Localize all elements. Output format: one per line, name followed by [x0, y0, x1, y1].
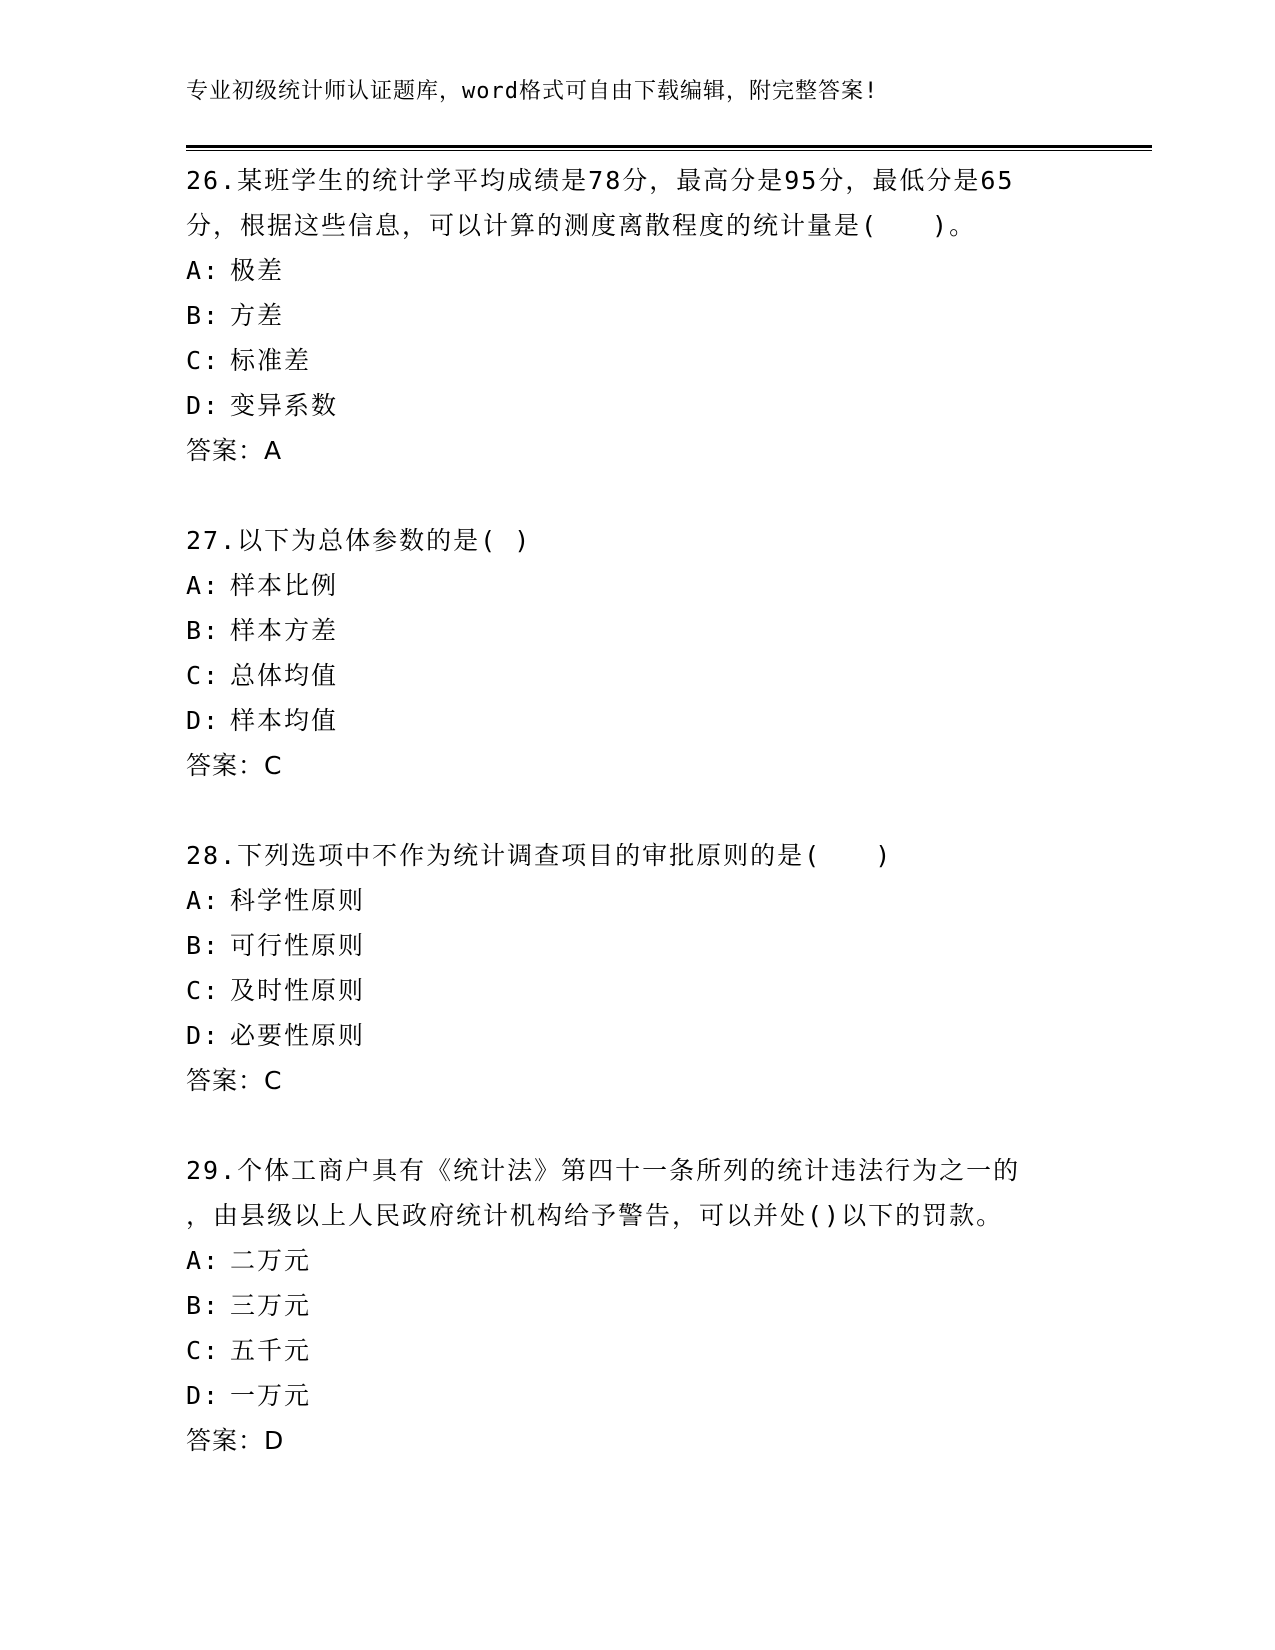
option-text: 可行性原则	[230, 931, 366, 960]
option-letter: A:	[186, 886, 221, 915]
option-letter: B:	[186, 1291, 221, 1320]
option-text: 必要性原则	[230, 1021, 366, 1050]
option-letter: D:	[186, 391, 221, 420]
option-text: 标准差	[230, 346, 312, 375]
option-text: 样本方差	[230, 616, 339, 645]
option-letter: C:	[186, 661, 221, 690]
question-stem-line: ，由县级以上人民政府统计机构给予警告，可以并处()以下的罚款。	[186, 1201, 1004, 1230]
option-letter: D:	[186, 1021, 221, 1050]
option-letter: C:	[186, 976, 221, 1005]
answer-line: 答案：D	[186, 1426, 285, 1455]
question-stem-line: 分，根据这些信息，可以计算的测度离散程度的统计量是( )。	[186, 211, 977, 240]
option-text: 一万元	[230, 1381, 312, 1410]
header-divider-thick	[186, 145, 1152, 148]
answer-line: 答案：A	[186, 436, 283, 465]
option-a	[186, 878, 1086, 923]
option-a	[186, 1238, 1086, 1283]
option-letter: A:	[186, 1246, 221, 1275]
question-stem-line: 29.个体工商户具有《统计法》第四十一条所列的统计违法行为之一的	[186, 1156, 1021, 1185]
question-stem	[186, 158, 1086, 248]
option-letter: B:	[186, 301, 221, 330]
option-text: 五千元	[230, 1336, 312, 1365]
option-text: 极差	[230, 256, 285, 285]
option-c	[186, 338, 1086, 383]
question-stem	[186, 833, 1086, 878]
question-stem	[186, 518, 1086, 563]
option-text: 样本均值	[230, 706, 339, 735]
option-text: 样本比例	[230, 571, 339, 600]
question-stem	[186, 1148, 1086, 1238]
question-28	[186, 833, 1086, 1104]
option-d	[186, 383, 1086, 428]
option-a	[186, 563, 1086, 608]
option-text: 方差	[230, 301, 285, 330]
option-text: 三万元	[230, 1291, 312, 1320]
page-header: 专业初级统计师认证题库，word格式可自由下载编辑，附完整答案!	[186, 79, 879, 104]
option-letter: C:	[186, 346, 221, 375]
question-stem-line: 27.以下为总体参数的是( )	[186, 526, 532, 555]
question-stem-line: 28.下列选项中不作为统计调查项目的审批原则的是( )	[186, 841, 893, 870]
option-c	[186, 968, 1086, 1013]
option-d	[186, 698, 1086, 743]
option-c	[186, 1328, 1086, 1373]
option-text: 总体均值	[230, 661, 339, 690]
header-divider-thin	[186, 150, 1152, 151]
option-d	[186, 1373, 1086, 1418]
option-letter: D:	[186, 1381, 221, 1410]
option-b	[186, 923, 1086, 968]
option-a	[186, 248, 1086, 293]
option-text: 变异系数	[230, 391, 339, 420]
question-list	[186, 158, 1086, 1508]
option-letter: D:	[186, 706, 221, 735]
option-letter: A:	[186, 571, 221, 600]
option-letter: B:	[186, 931, 221, 960]
option-text: 及时性原则	[230, 976, 366, 1005]
option-d	[186, 1013, 1086, 1058]
option-text: 二万元	[230, 1246, 312, 1275]
option-b	[186, 608, 1086, 653]
question-29	[186, 1148, 1086, 1464]
option-b	[186, 293, 1086, 338]
question-27	[186, 518, 1086, 789]
option-text: 科学性原则	[230, 886, 366, 915]
option-letter: A:	[186, 256, 221, 285]
question-26	[186, 158, 1086, 474]
question-stem-line: 26.某班学生的统计学平均成绩是78分，最高分是95分，最低分是65	[186, 166, 1015, 195]
answer-line: 答案：C	[186, 751, 283, 780]
option-letter: C:	[186, 1336, 221, 1365]
answer-line: 答案：C	[186, 1066, 283, 1095]
option-c	[186, 653, 1086, 698]
option-letter: B:	[186, 616, 221, 645]
option-b	[186, 1283, 1086, 1328]
